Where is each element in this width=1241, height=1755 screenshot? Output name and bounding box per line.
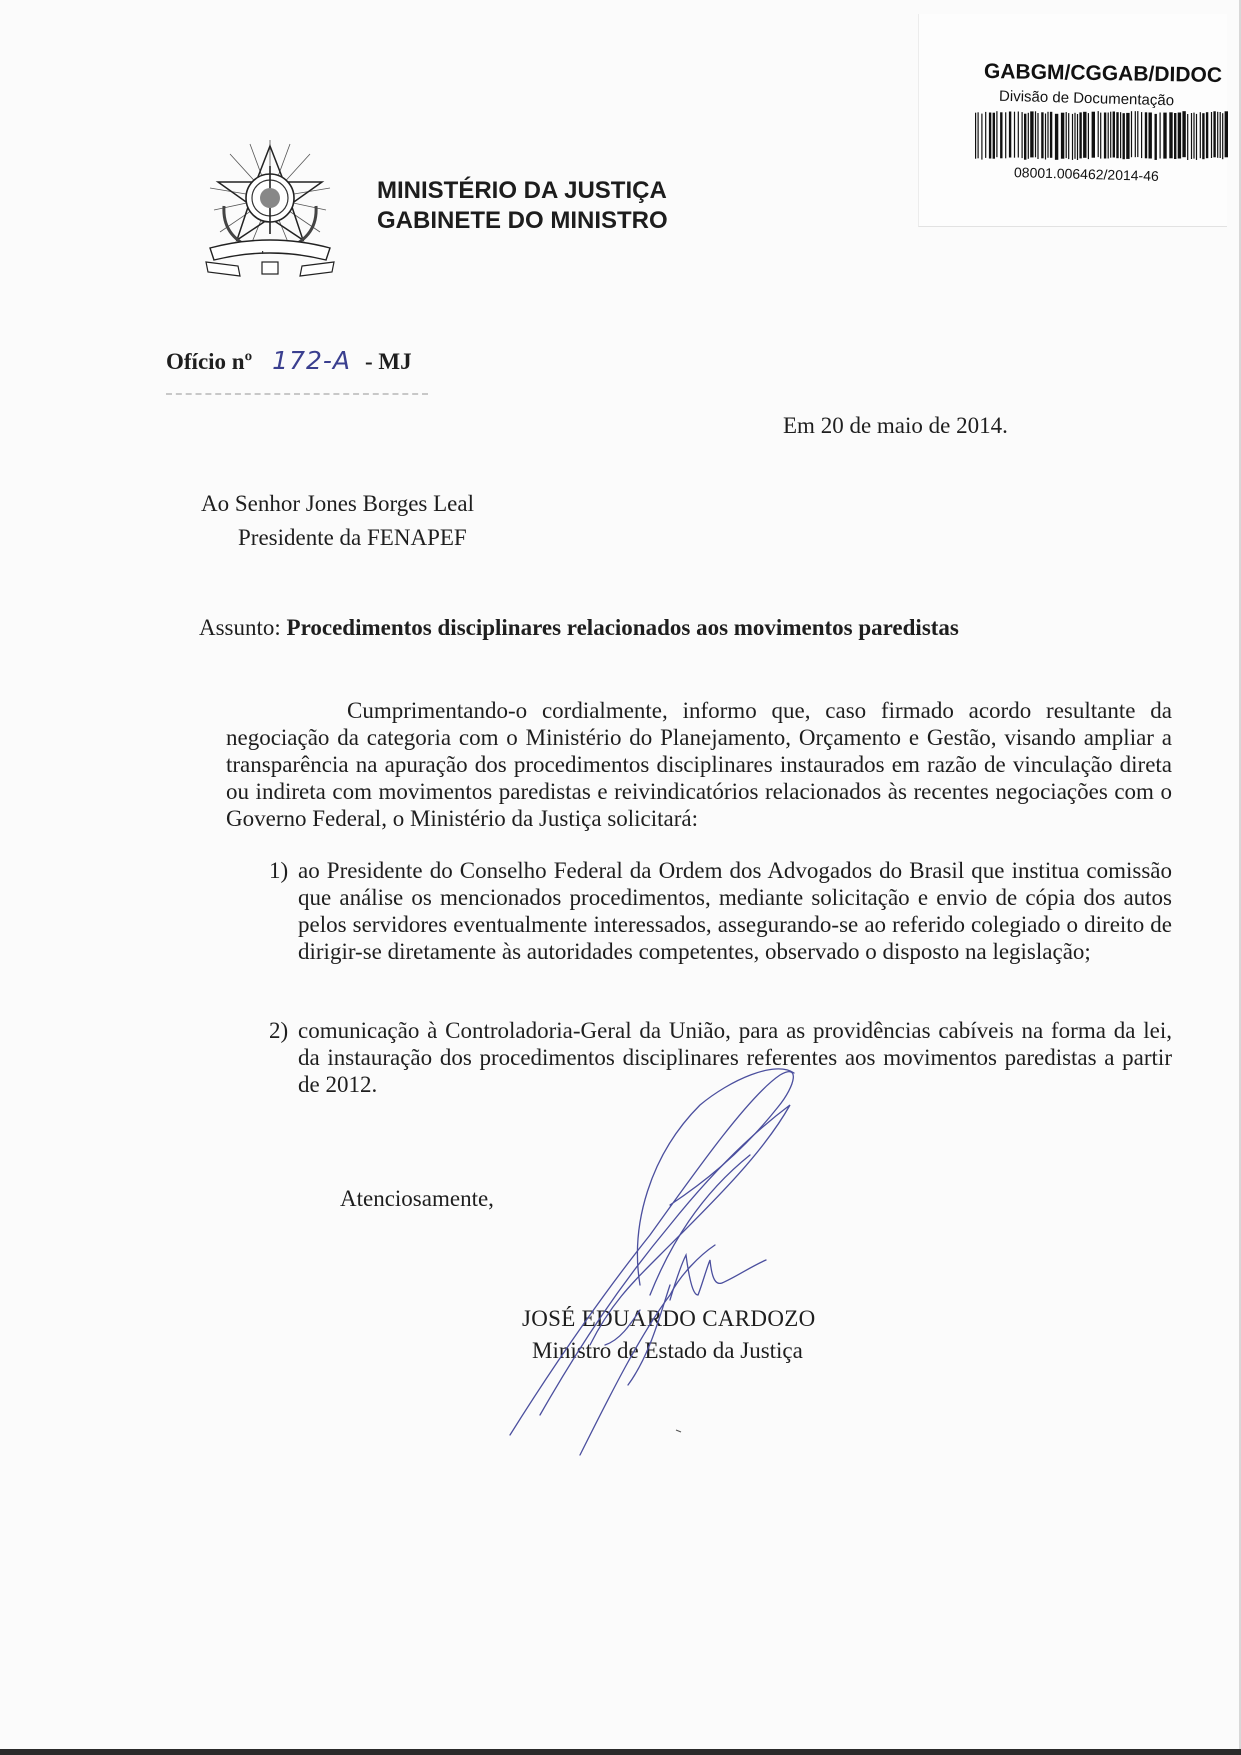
barcode-bar (985, 112, 986, 158)
barcode-bar (1163, 113, 1166, 159)
barcode-bar (1126, 113, 1129, 159)
barcode-bar (1018, 112, 1019, 158)
barcode-bar (1088, 113, 1089, 159)
list-item-number: 1) (269, 858, 289, 883)
barcode-bar (1217, 112, 1218, 158)
barcode-bar (1211, 112, 1212, 158)
barcode-bar (1066, 112, 1067, 158)
closing-salutation: Atenciosamente, (340, 1186, 494, 1211)
barcode-bar (1222, 113, 1223, 159)
barcode-bar (1145, 112, 1147, 158)
barcode-bar (1110, 112, 1111, 158)
barcode-bar (1137, 111, 1138, 157)
barcode-bar (989, 113, 991, 159)
barcode-bar (1000, 112, 1002, 158)
list-item-number: 2) (269, 1018, 289, 1043)
barcode-bar (993, 113, 995, 159)
subject-label: Assunto: (199, 615, 281, 640)
barcode-bar (1191, 113, 1192, 159)
barcode-bar (1061, 113, 1064, 159)
barcode-bar (1169, 112, 1172, 158)
barcode-bar (1196, 114, 1197, 160)
list-item (269, 857, 1172, 997)
scan-edge (0, 1749, 1241, 1755)
barcode-bar (1202, 113, 1204, 159)
ministry-header (377, 176, 668, 236)
barcode-bar (1131, 111, 1132, 157)
recipient-title: Presidente da FENAPEF (238, 525, 467, 550)
barcode-bar (1187, 114, 1188, 160)
stamp-code: GABGM/CGGAB/DIDOC (983, 59, 1223, 88)
barcode-bar (1108, 113, 1109, 159)
barcode-bar (1098, 111, 1099, 157)
signer-name: JOSÉ EDUARDO CARDOZO (522, 1306, 816, 1331)
barcode-bar (1055, 114, 1058, 160)
stamp-division: Divisão de Documentação (998, 87, 1175, 110)
barcode-bar (1135, 111, 1136, 157)
barcode-bar (1200, 112, 1201, 158)
barcode-bar (978, 112, 979, 158)
barcode-bar (1014, 112, 1015, 158)
barcode-bar (1116, 112, 1118, 158)
barcode-bar (1035, 111, 1036, 157)
barcode-bar (1083, 112, 1086, 158)
barcode-bar (1022, 112, 1023, 158)
barcode-bar (975, 113, 976, 159)
oficio-prefix: Ofício nº (166, 349, 253, 374)
barcode-bar (1123, 113, 1125, 159)
barcode-bar (1068, 113, 1069, 159)
barcode-bar (1155, 114, 1157, 160)
barcode-bar (1037, 113, 1038, 159)
body-paragraph: Cumprimentando-o cordialmente, informo que, caso firmado acordo resultante da negociação da categoria com o Ministério do Planejamento, Orçamento e Gestão, visando ampliar a transparência na apuração dos procedimentos disciplinares instaurados em razão de vinculação direta ou indireta com movimentos paredistas e reivindicatórios relacionados às recentes negociações com o Governo Federal, o Ministério da Justiça solicitará: (226, 698, 1172, 831)
stamp-protocol-number: 08001.006462/2014-46 (1013, 164, 1159, 184)
list-item-text: comunicação à Controladoria-Geral da União, para as providências cabíveis na forma da lei, da instauração dos procedimentos disciplinares referentes aos movimentos paredistas a partir de 2012. (298, 1018, 1172, 1097)
barcode-bar (1120, 112, 1121, 158)
barcode-bar (1050, 112, 1052, 158)
subject-text: Procedimentos disciplinares relacionados aos movimentos paredistas (286, 615, 959, 640)
barcode-bar (1174, 113, 1176, 159)
barcode-bar (1047, 112, 1048, 158)
signer-role: Ministro de Estado da Justiça (532, 1338, 803, 1363)
barcode-bar (1160, 113, 1161, 159)
oficio-suffix: - MJ (365, 349, 412, 374)
oficio-number: 172-A (272, 346, 352, 375)
oficio-line (166, 346, 412, 375)
barcode-bar (1104, 113, 1106, 159)
recipient-name: Ao Senhor Jones Borges Leal (201, 491, 474, 516)
recipient-block (201, 487, 474, 555)
ministry-name: MINISTÉRIO DA JUSTIÇA (377, 177, 667, 204)
document-date: Em 20 de maio de 2014. (783, 413, 1008, 438)
list-item-text: ao Presidente do Conselho Federal da Ordem dos Advogados do Brasil que institua comissão que análise os mencionados procedimentos, mediante solicitação e envio de cópia dos autos pelos servidores eventualmente interessados, assegurando-se ao referido colegiado o direito de dirigir-se diretamente às autoridades competentes, observado o disposto na legislação; (298, 858, 1172, 964)
barcode-bar (1077, 114, 1078, 160)
barcode-icon (975, 111, 1229, 161)
documentation-stamp (918, 14, 1227, 227)
barcode-bar (1182, 111, 1185, 157)
barcode-bar (1213, 111, 1215, 157)
barcode-bar (1005, 112, 1006, 158)
barcode-bar (1024, 114, 1026, 160)
barcode-bar (1141, 112, 1142, 158)
handwritten-signature (500, 1055, 900, 1475)
barcode-bar (1045, 114, 1046, 160)
barcode-bar (1220, 112, 1221, 158)
barcode-bar (1009, 112, 1011, 158)
barcode-bar (1193, 113, 1194, 159)
barcode-bar (1225, 111, 1228, 157)
barcode-bar (1149, 113, 1152, 159)
barcode-bar (1206, 112, 1208, 158)
barcode-bar (1113, 112, 1115, 158)
barcode-bar (1072, 114, 1073, 160)
oficio-underline (166, 393, 428, 395)
office-name: GABINETE DO MINISTRO (377, 207, 668, 234)
barcode-bar (981, 114, 982, 160)
barcode-bar (1092, 112, 1095, 158)
list-item (269, 1017, 1172, 1107)
barcode-bar (996, 111, 997, 157)
barcode-bar (1100, 113, 1101, 159)
barcode-bar (1079, 112, 1081, 158)
subject-line (199, 615, 959, 641)
barcode-bar (1041, 112, 1043, 158)
barcode-bar (1030, 111, 1033, 157)
coat-of-arms-icon (202, 136, 338, 280)
barcode-bar (1074, 113, 1075, 159)
barcode-bar (1178, 113, 1181, 159)
barcode-bar (1028, 113, 1029, 159)
